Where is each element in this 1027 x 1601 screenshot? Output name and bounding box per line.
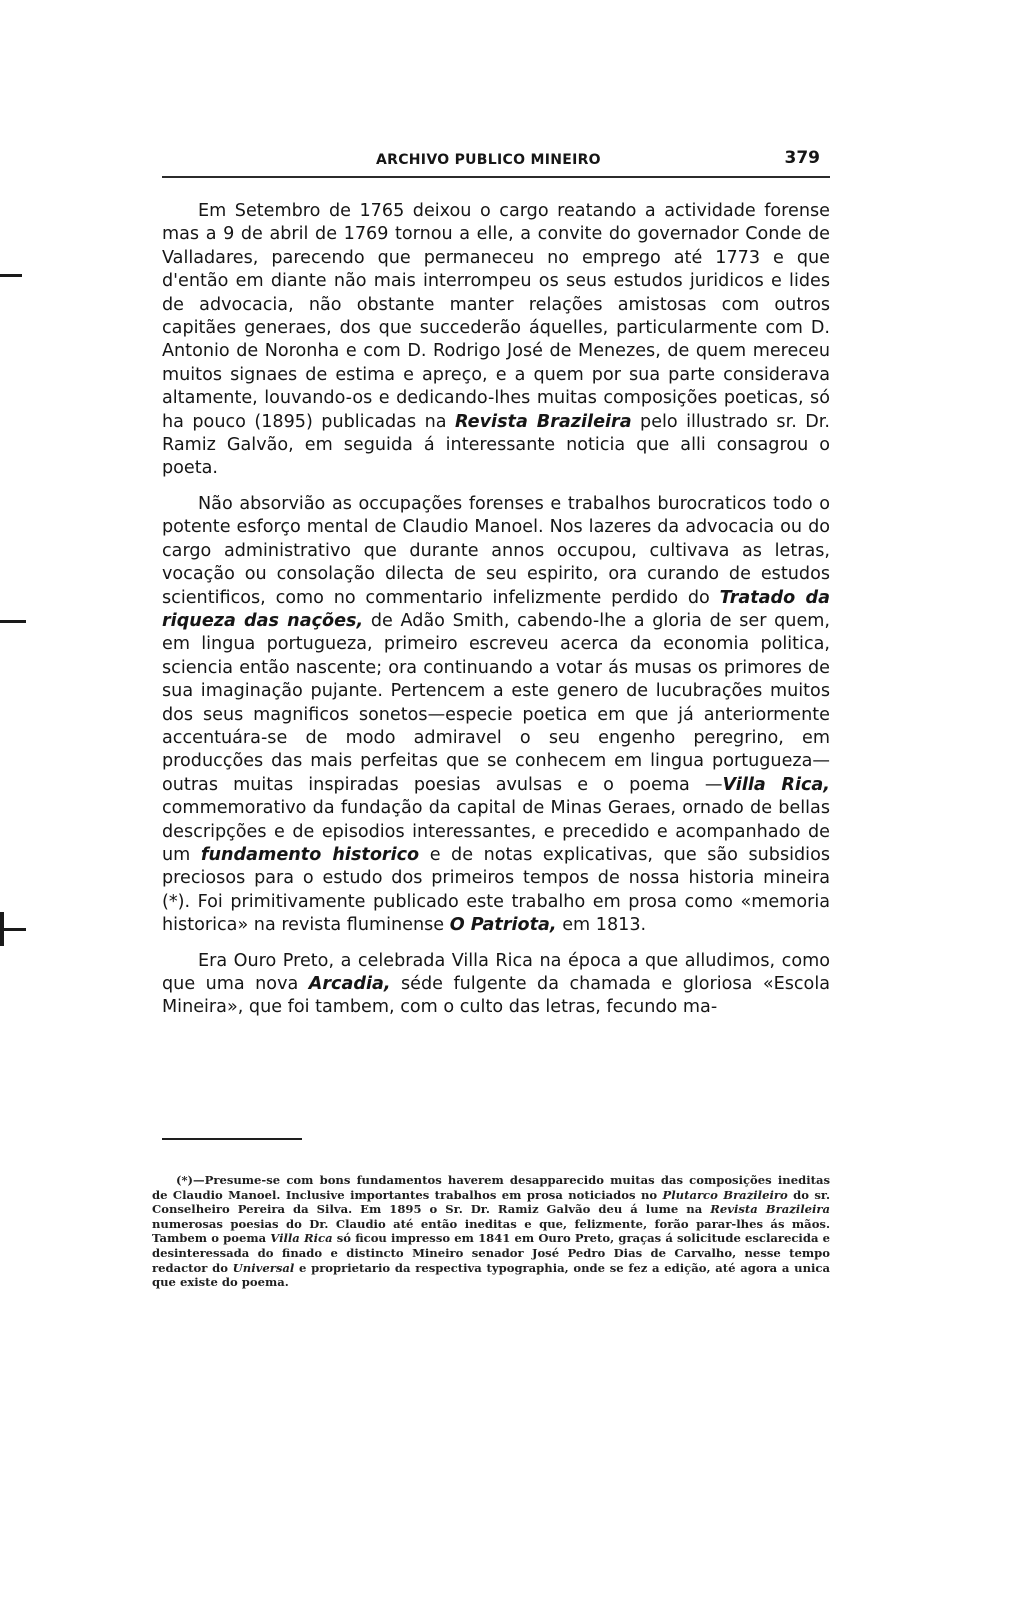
footnote-text-d: só ficou impresso em 1841 em Ouro Preto, graças á solicitude esclarecida e desinteressada do finado e distincto Mineiro senador José Pedro Dias de Carvalho, nesse tempo redactor do (152, 1231, 830, 1275)
footnote-italic-2: Revista Brazileira (710, 1202, 831, 1217)
footnote-italic-3: Villa Rica (270, 1231, 333, 1246)
paragraph-2-text-c: commemorativo da fundação da capital de Minas Geraes, ornado de bellas descripções e de episodios interessantes, e precedido e acompanhado de um (162, 798, 830, 865)
footnote-italic-1: Plutarco Brazileiro (662, 1187, 788, 1202)
paragraph-1-italic: Revista Brazileira (454, 411, 632, 432)
paragraph-2-text-e: em 1813. (556, 915, 647, 936)
footnote-text-c: numerosas poesias do Dr. Claudio até então ineditas e que, felizmente, forão parar-lhes ás mãos. Tambem o poema (152, 1216, 830, 1246)
page-number: 379 (784, 148, 820, 168)
footnote-paragraph (152, 1173, 830, 1290)
paragraph-2-text-b: de Adão Smith, cabendo-lhe a gloria de ser quem, em lingua portugueza, primeiro escreveu acerca da economia politica, sciencia então nascente; ora continuando a votar ás musas os primores de sua imaginação pujante. Pertencem a este genero de lucubrações muitos dos seus magnificos sonetos—especie poetica em que já anteriormente accentuára-se de modo admiravel o seu engenho peregrino, em producções das mais perfeitas que se conhecem em lingua portugueza—outras muitas inspiradas poesias avulsas e o poema — (162, 610, 830, 795)
footnote-italic-4: Universal (232, 1260, 295, 1275)
footnote (152, 1173, 830, 1290)
margin-mark-2 (0, 620, 26, 623)
paragraph-1-text: Em Setembro de 1765 deixou o cargo reatando a actividade forense mas a 9 de abril de 1769 tornou a elle, a convite do governador Conde de Valladares, parecendo que permaneceu no emprego até 1773 e que d'então em diante não mais interrompeu os seus estudos juridicos e lides de advocacia, não obstante manter relações amistosas com outros capitães generaes, dos que succederão áquelles, particularmente com D. Antonio de Noronha e com D. Rodrigo José de Menezes, de quem mereceu muitos signaes de estima e apreço, e a quem por sua parte considerava altamente, louvando-os e dedicando-lhes muitas composições poeticas, só ha pouco (1895) publicadas na (162, 201, 830, 432)
footnote-text-a: (*)—Presume-se com bons fundamentos haverem desapparecido muitas das composições ineditas de Claudio Manoel. Inclusive importantes trabalhos em prosa noticiados no (152, 1173, 830, 1202)
paragraph-3-text-b: séde fulgente da chamada e gloriosa «Escola Mineira», que foi tambem, com o culto das letras, fecundo ma- (162, 974, 830, 1018)
body-text (162, 200, 830, 1032)
footnote-text-e: e proprietario da respectiva typographia, onde se fez a edição, até agora a unica que existe do poema. (152, 1260, 830, 1290)
paragraph-2-italic-3: fundamento historico (200, 844, 420, 865)
paragraph-2-italic-1: Tratado da riqueza das nações, (162, 587, 831, 631)
margin-mark-1 (0, 274, 22, 277)
paragraph-2-text-a: Não absorvião as occupações forenses e trabalhos burocraticos todo o potente esforço mental de Claudio Manoel. Nos lazeres da advocacia ou do cargo administrativo que durante annos occupou, cultivava as letras, vocação ou consolação dilecta de seu espirito, ora curando de estudos scientificos, como no commentario infelizmente perdido do (162, 493, 830, 608)
paragraph-3-italic: Arcadia, (308, 974, 391, 994)
paragraph-3-text-a: Era Ouro Preto, a celebrada Villa Rica na época a que alludimos, como que uma nova (162, 950, 830, 994)
footnote-text-b: do sr. Conselheiro Pereira da Silva. Em 1895 o Sr. Dr. Ramiz Galvão deu á lume na (152, 1187, 830, 1217)
paragraph-2-italic-4: O Patriota, (449, 915, 557, 936)
running-title: ARCHIVO PUBLICO MINEIRO (376, 152, 601, 168)
running-header (162, 150, 830, 178)
paragraph-2 (162, 493, 830, 938)
margin-mark-4 (0, 912, 4, 946)
paragraph-2-text-d: e de notas explicativas, que são subsidios preciosos para o estudo dos primeiros tempos de nossa historia mineira (*). Foi primitivamente publicado este trabalho em prosa como «memoria historica» na revista fluminense (162, 844, 830, 936)
paragraph-1-tail: pelo illustrado sr. Dr. Ramiz Galvão, em seguida á interessante noticia que alli consagrou o poeta. (162, 411, 830, 479)
paragraph-2-italic-2: Villa Rica, (722, 774, 830, 795)
paragraph-1 (162, 200, 830, 481)
footnote-divider (162, 1138, 302, 1140)
paragraph-3 (162, 950, 830, 1020)
